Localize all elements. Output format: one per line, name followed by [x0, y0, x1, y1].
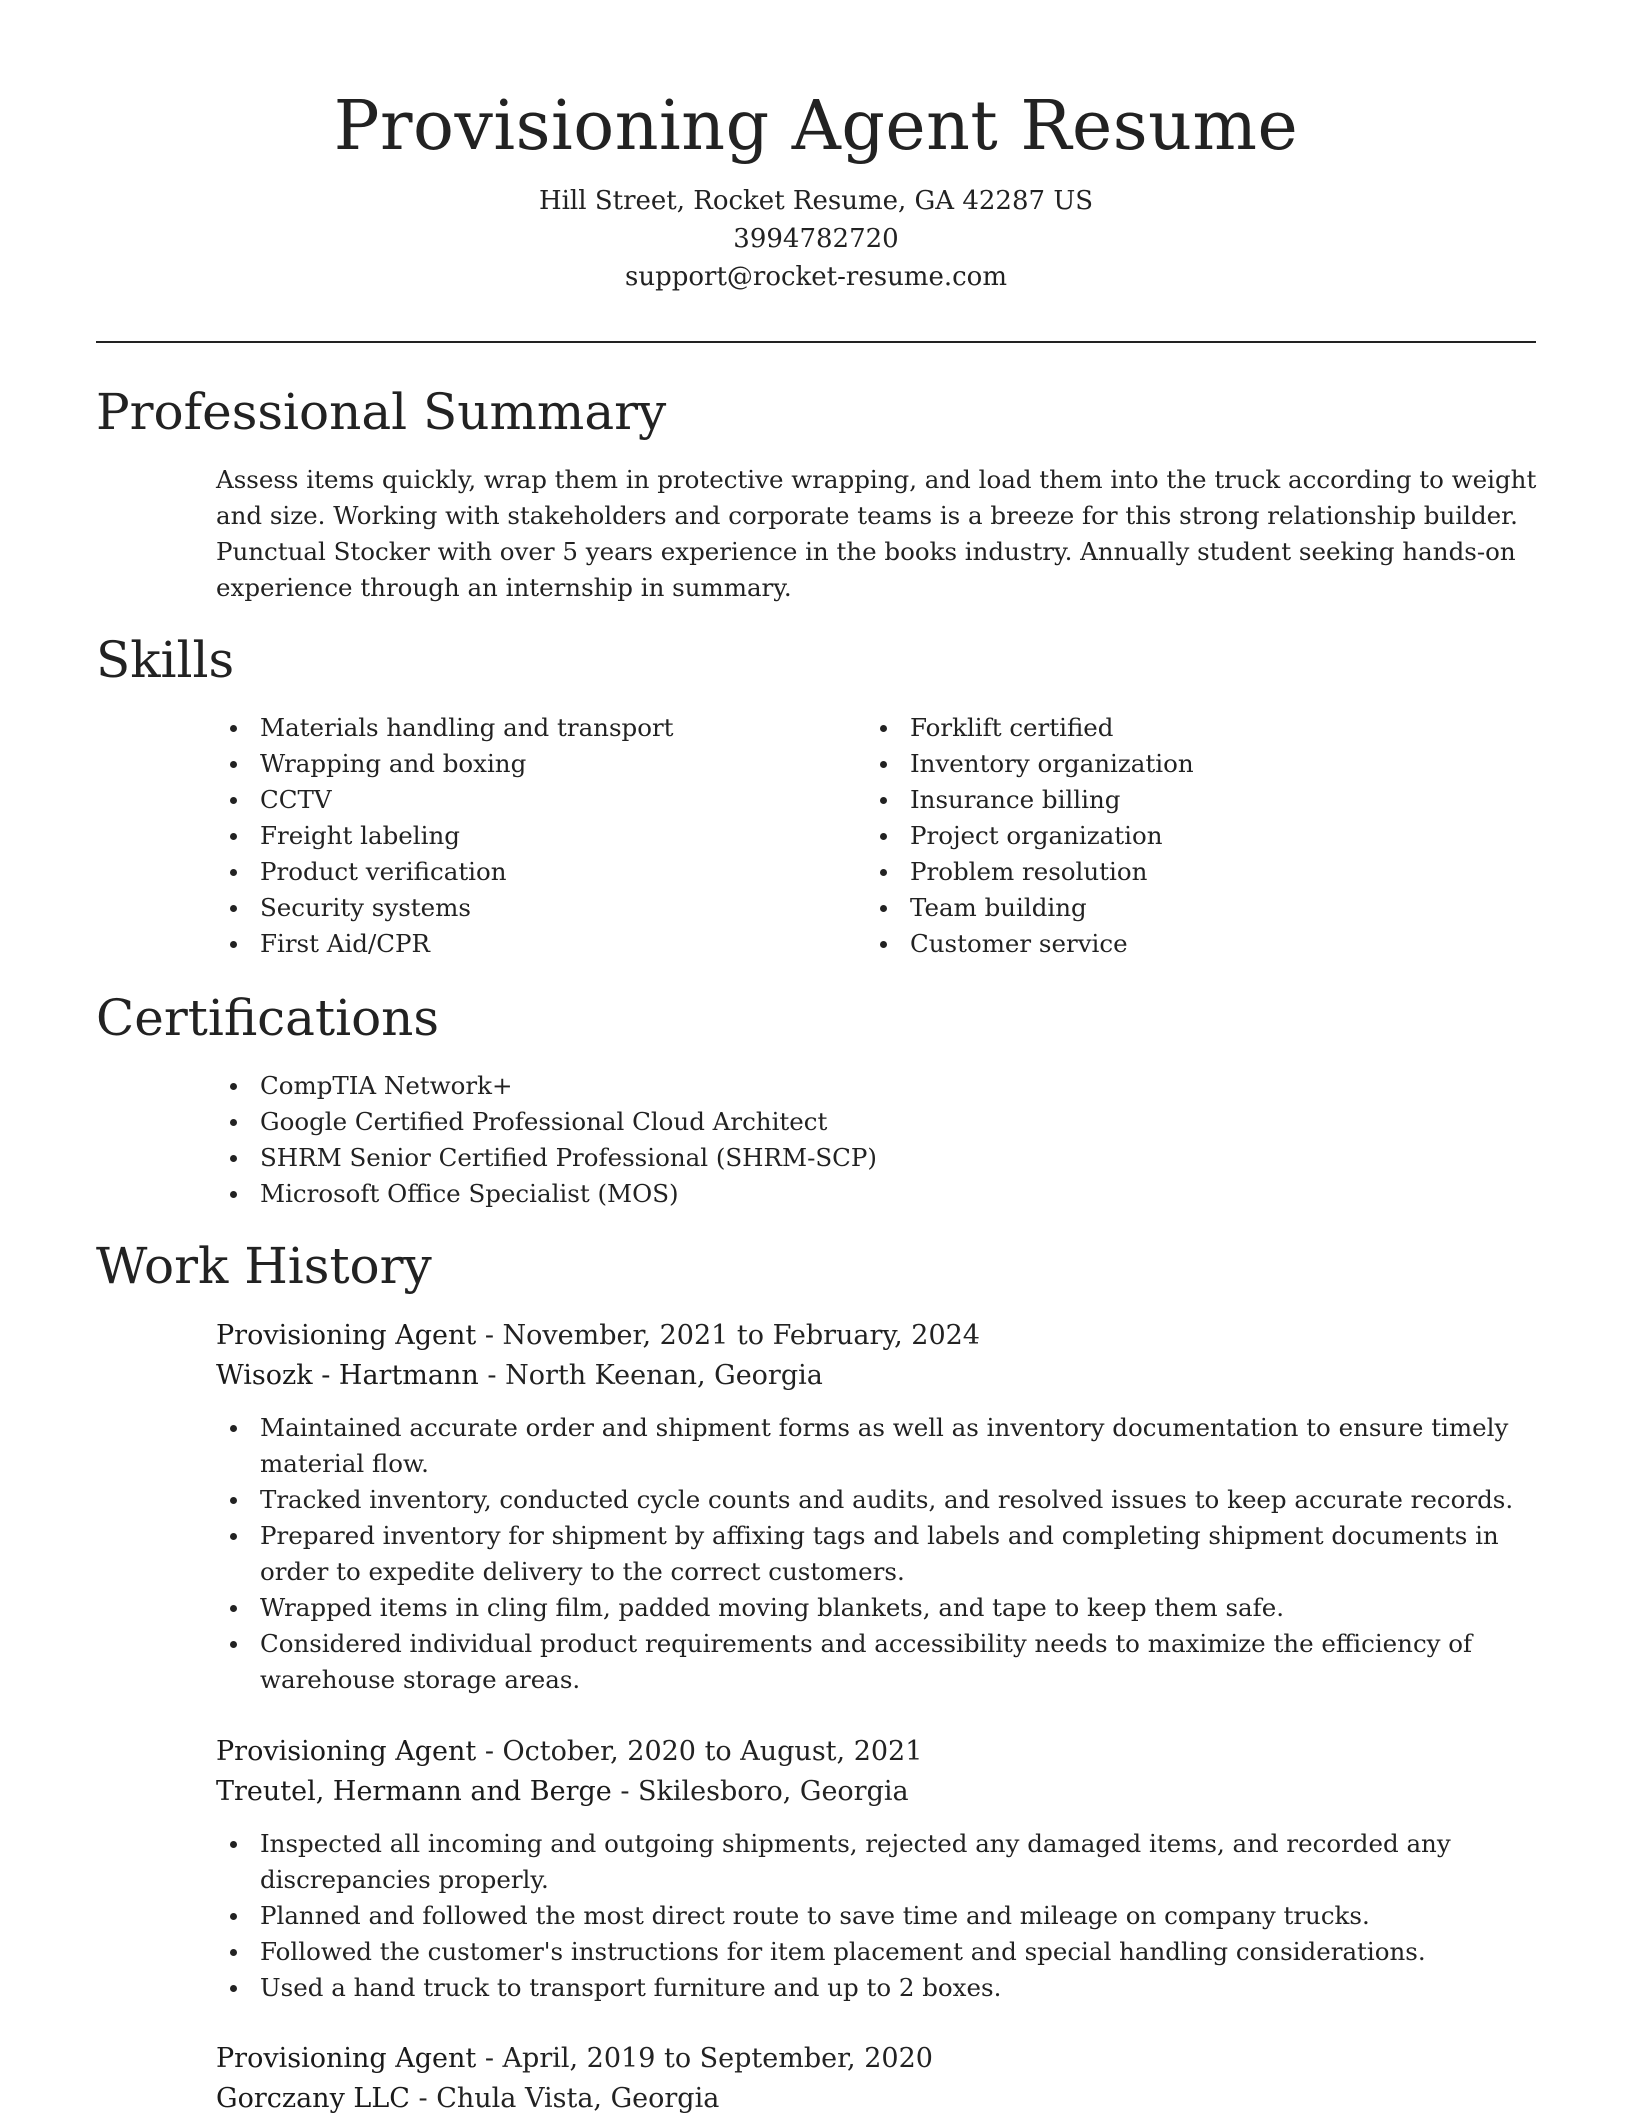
job-duty-item: Maintained accurate order and shipment forms as well as inventory documentation to ensure timely material flow. — [216, 1410, 1536, 1482]
contact-address: Hill Street, Rocket Resume, GA 42287 US — [538, 186, 1094, 216]
skill-item: CCTV — [216, 782, 856, 818]
certification-item: SHRM Senior Certified Professional (SHRM-SCP) — [216, 1140, 1536, 1176]
job-duty-item: Tracked inventory, conducted cycle counts and audits, and resolved issues to keep accurate records. — [216, 1482, 1536, 1518]
skills-heading: Skills — [96, 631, 235, 689]
job-location: Skilesboro, Georgia — [638, 1776, 909, 1807]
job-location: North Keenan, Georgia — [505, 1360, 823, 1391]
job-role: Provisioning Agent — [216, 1320, 477, 1351]
job-duties-list — [216, 1826, 1536, 2006]
contact-block — [0, 182, 1632, 296]
job-title-line: Provisioning Agent - October, 2020 to August, 2021 — [216, 1736, 923, 1767]
job-company-line: Wisozk - Hartmann - North Keenan, Georgia — [216, 1360, 823, 1391]
skill-item: Wrapping and boxing — [216, 746, 856, 782]
contact-email: support@rocket-resume.com — [624, 262, 1007, 292]
work-history-heading: Work History — [96, 1237, 432, 1295]
skill-item: Forklift certified — [866, 710, 1526, 746]
skill-item: Problem resolution — [866, 854, 1526, 890]
certification-item: CompTIA Network+ — [216, 1068, 1536, 1104]
contact-phone: 3994782720 — [733, 224, 899, 254]
job-role: Provisioning Agent — [216, 1736, 477, 1767]
skill-item: Security systems — [216, 890, 856, 926]
certification-item: Google Certified Professional Cloud Architect — [216, 1104, 1536, 1140]
job-title-line: Provisioning Agent - November, 2021 to February, 2024 — [216, 1320, 980, 1351]
job-dates: April, 2019 to September, 2020 — [502, 2043, 933, 2074]
skill-item: First Aid/CPR — [216, 926, 856, 962]
job-dates: November, 2021 to February, 2024 — [502, 1320, 980, 1351]
job-duty-item: Planned and followed the most direct route to save time and mileage on company trucks. — [216, 1898, 1536, 1934]
job-company: Wisozk - Hartmann — [216, 1360, 479, 1391]
job-role: Provisioning Agent — [216, 2043, 477, 2074]
skills-list-right — [866, 710, 1526, 962]
skill-item: Freight labeling — [216, 818, 856, 854]
job-company-line: Treutel, Hermann and Berge - Skilesboro, Georgia — [216, 1776, 909, 1807]
job-title-line: Provisioning Agent - April, 2019 to September, 2020 — [216, 2043, 933, 2074]
job-company-line: Gorczany LLC - Chula Vista, Georgia — [216, 2083, 720, 2114]
job-duties-list — [216, 1410, 1536, 1698]
job-duty-item: Prepared inventory for shipment by affixing tags and labels and completing shipment documents in order to expedite delivery to the correct customers. — [216, 1518, 1536, 1590]
certifications-heading: Certifications — [96, 989, 440, 1047]
job-duty-item: Inspected all incoming and outgoing shipments, rejected any damaged items, and recorded any discrepancies properly. — [216, 1826, 1536, 1898]
skill-item: Insurance billing — [866, 782, 1526, 818]
job-duty-item: Followed the customer's instructions for item placement and special handling considerations. — [216, 1934, 1536, 1970]
summary-heading: Professional Summary — [96, 383, 667, 441]
job-duty-item: Considered individual product requirements and accessibility needs to maximize the efficiency of warehouse storage areas. — [216, 1626, 1536, 1698]
certification-item: Microsoft Office Specialist (MOS) — [216, 1176, 1536, 1212]
skill-item: Team building — [866, 890, 1526, 926]
skill-item: Inventory organization — [866, 746, 1526, 782]
resume-title: Provisioning Agent Resume — [333, 87, 1299, 166]
skills-list-left — [216, 710, 856, 962]
job-duty-item: Used a hand truck to transport furniture and up to 2 boxes. — [216, 1970, 1536, 2006]
job-company: Treutel, Hermann and Berge — [216, 1776, 612, 1807]
job-duty-item: Wrapped items in cling film, padded moving blankets, and tape to keep them safe. — [216, 1590, 1536, 1626]
resume-header — [0, 0, 1632, 296]
skill-item: Product verification — [216, 854, 856, 890]
job-location: Chula Vista, Georgia — [436, 2083, 720, 2114]
job-dates: October, 2020 to August, 2021 — [502, 1736, 923, 1767]
skill-item: Project organization — [866, 818, 1526, 854]
certifications-list — [216, 1068, 1536, 1212]
skill-item: Customer service — [866, 926, 1526, 962]
job-company: Gorczany LLC — [216, 2083, 410, 2114]
header-divider — [96, 341, 1536, 343]
skill-item: Materials handling and transport — [216, 710, 856, 746]
summary-text: Assess items quickly, wrap them in protective wrapping, and load them into the truck according to weight and size. Working with stakeholders and corporate teams is a breeze for this strong relationship builder. Punctual Stocker with over 5 years experience in the books industry. Annually student seeking hands-on experience through an internship in summary. — [216, 465, 1537, 602]
